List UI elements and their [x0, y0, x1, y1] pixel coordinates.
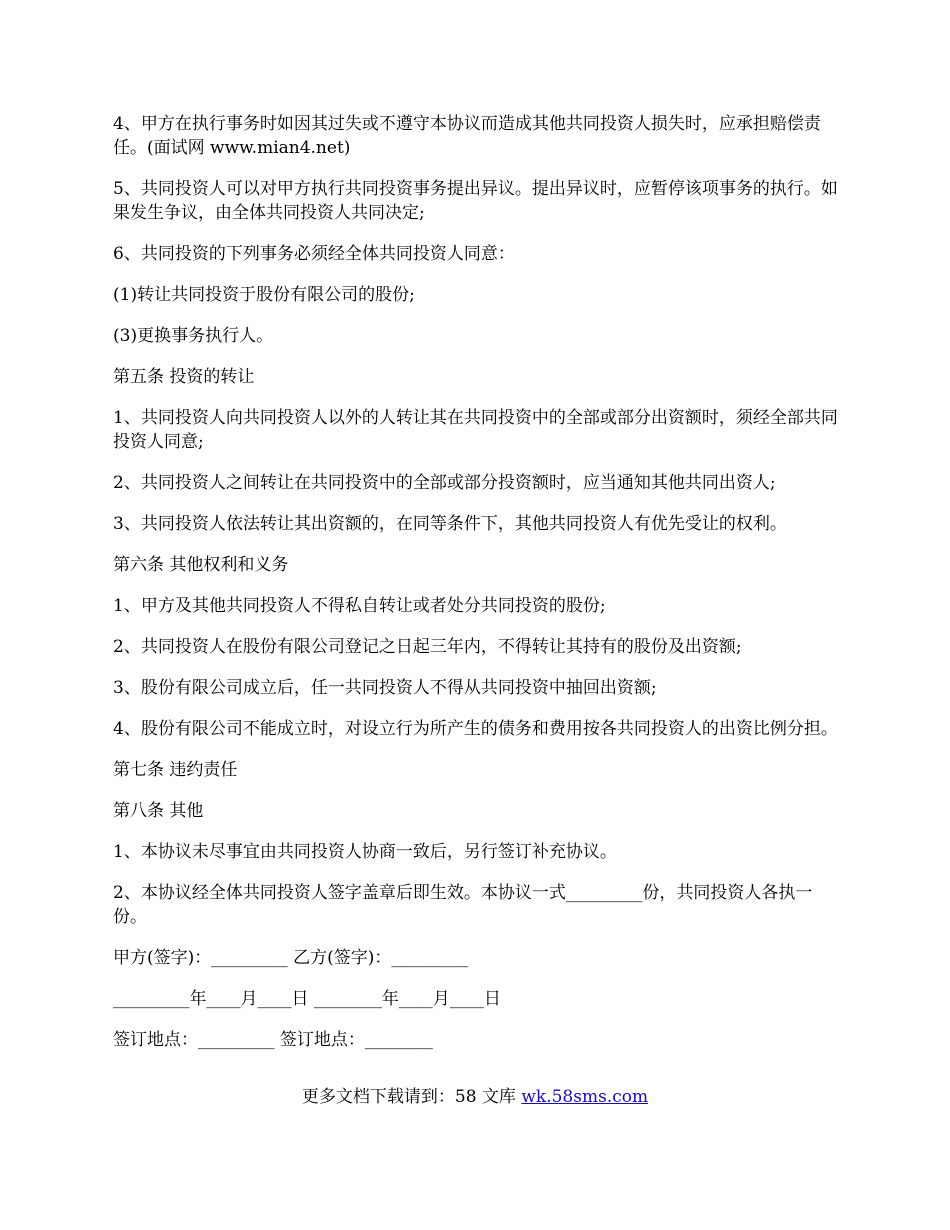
clause-6-consent: 6、共同投资的下列事务必须经全体共同投资人同意：: [113, 244, 515, 264]
footer-text: 更多文档下载请到：58 文库: [301, 1087, 522, 1107]
date-line: _________年____月____日 ________年____月____日: [113, 989, 501, 1009]
article-8-heading: 第八条 其他: [113, 801, 204, 821]
article-7-heading: 第七条 违约责任: [113, 760, 238, 780]
clause-6-item-1: (1)转让共同投资于股份有限公司的股份;: [113, 285, 415, 305]
article-8-clause-2: 2、本协议经全体共同投资人签字盖章后即生效。本协议一式_________份，共同投资人各执一份。: [113, 883, 813, 927]
article-8-clause-1: 1、本协议未尽事宜由共同投资人协商一致后，另行签订补充协议。: [113, 842, 617, 862]
signature-line: 甲方(签字)：_________ 乙方(签字)：_________: [113, 948, 468, 968]
article-5-clause-2: 2、共同投资人之间转让在共同投资中的全部或部分投资额时，应当通知其他共同出资人;: [113, 473, 776, 493]
article-6-clause-3: 3、股份有限公司成立后，任一共同投资人不得从共同投资中抽回出资额;: [113, 678, 657, 698]
article-6-clause-1: 1、甲方及其他共同投资人不得私自转让或者处分共同投资的股份;: [113, 596, 606, 616]
clause-5-objection: 5、共同投资人可以对甲方执行共同投资事务提出异议。提出异议时，应暂停该项事务的执行。如果发生争议，由全体共同投资人共同决定;: [113, 179, 838, 223]
clause-6-item-3: (3)更换事务执行人。: [113, 326, 274, 346]
article-5-clause-1: 1、共同投资人向共同投资人以外的人转让其在共同投资中的全部或部分出资额时，须经全部共同投资人同意;: [113, 408, 838, 452]
article-6-clause-4: 4、股份有限公司不能成立时，对设立行为所产生的债务和费用按各共同投资人的出资比例分担。: [113, 719, 838, 739]
footer-link[interactable]: wk.58sms.com: [521, 1087, 649, 1107]
clause-4-liability: 4、甲方在执行事务时如因其过失或不遵守本协议而造成其他共同投资人损失时，应承担赔偿责任。(面试网 www.mian4.net): [113, 114, 821, 158]
location-line: 签订地点：_________ 签订地点：________: [113, 1030, 433, 1050]
article-5-clause-3: 3、共同投资人依法转让其出资额的，在同等条件下，其他共同投资人有优先受让的权利。: [113, 514, 787, 534]
article-6-heading: 第六条 其他权利和义务: [113, 555, 289, 575]
article-6-clause-2: 2、共同投资人在股份有限公司登记之日起三年内，不得转让其持有的股份及出资额;: [113, 637, 742, 657]
download-footer: [0, 1085, 950, 1109]
document-body: [113, 112, 838, 1069]
article-5-heading: 第五条 投资的转让: [113, 367, 255, 387]
